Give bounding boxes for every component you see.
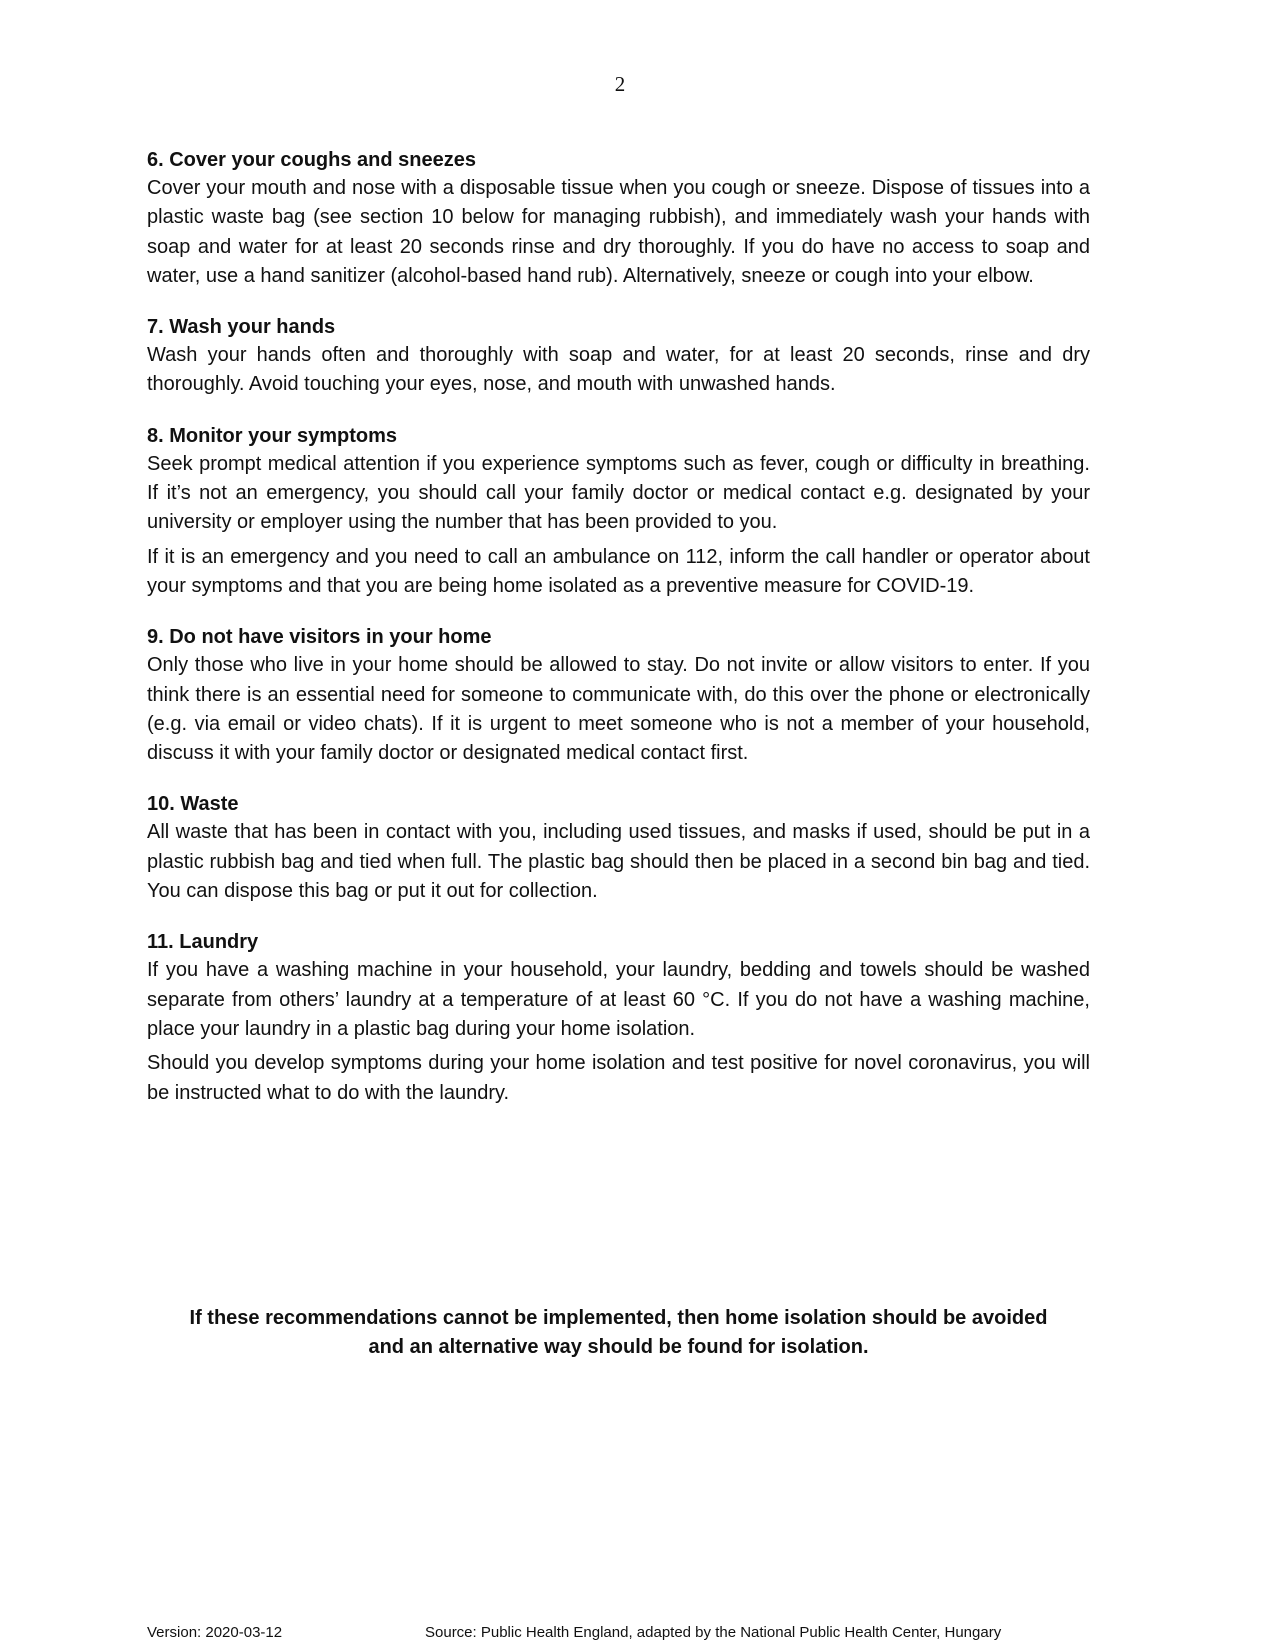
section-cover-coughs bbox=[147, 146, 1090, 291]
section-heading: 7. Wash your hands bbox=[147, 316, 336, 339]
section-paragraph: Cover your mouth and nose with a disposable tissue when you cough or sneeze. Dispose of tissues into a plastic waste bag (see section 10 below for managing rubbish), and immediately wash your hands with soap and water for at least 20 seconds rinse and dry thoroughly. If you do have no access to soap and water, use a hand sanitizer (alcohol-based hand rub). Alternatively, sneeze or cough into your elbow. bbox=[147, 177, 1090, 287]
section-paragraph: Wash your hands often and thoroughly with soap and water, for at least 20 seconds, rinse and dry thoroughly. Avoid touching your eyes, nose, and mouth with unwashed hands. bbox=[147, 344, 1090, 396]
footer-version: Version: 2020-03-12 bbox=[147, 1624, 283, 1641]
section-heading: 11. Laundry bbox=[147, 931, 259, 954]
closing-statement bbox=[147, 1304, 1090, 1362]
section-heading: 9. Do not have visitors in your home bbox=[147, 626, 492, 649]
section-laundry bbox=[147, 928, 1090, 1107]
section-paragraph: If you have a washing machine in your household, your laundry, bedding and towels should be washed separate from others’ laundry at a temperature of at least 60 °C. If you do not have a washing machine, place your laundry in a plastic bag during your home isolation. bbox=[147, 959, 1090, 1040]
section-paragraph: Should you develop symptoms during your home isolation and test positive for novel coronavirus, you will be instructed what to do with the laundry. bbox=[147, 1052, 1090, 1104]
section-paragraph: Seek prompt medical attention if you experience symptoms such as fever, cough or difficulty in breathing. If it’s not an emergency, you should call your family doctor or medical contact e.g. designated by your university or employer using the number that has been provided to you. bbox=[147, 452, 1090, 534]
page-number: 2 bbox=[614, 72, 626, 96]
section-heading: 10. Waste bbox=[147, 793, 239, 816]
section-paragraph: All waste that has been in contact with you, including used tissues, and masks if used, should be put in a plastic rubbish bag and tied when full. The plastic bag should then be placed in a second bin bag and tied. You can dispose this bag or put it out for collection. bbox=[147, 821, 1090, 903]
document-body bbox=[147, 146, 1090, 1130]
section-heading: 6. Cover your coughs and sneezes bbox=[147, 149, 476, 171]
section-waste bbox=[147, 790, 1090, 906]
footer-source: Source: Public Health England, adapted by the National Public Health Center, Hungary bbox=[425, 1624, 1002, 1641]
closing-line: and an alternative way should be found for isolation. bbox=[368, 1336, 869, 1358]
section-heading: 8. Monitor your symptoms bbox=[147, 424, 398, 447]
closing-line: If these recommendations cannot be implemented, then home isolation should be avoided bbox=[189, 1307, 1048, 1329]
section-paragraph: If it is an emergency and you need to call an ambulance on 112, inform the call handler or operator about your symptoms and that you are being home isolated as a preventive measure for COVID-19. bbox=[147, 545, 1090, 597]
section-no-visitors bbox=[147, 623, 1090, 768]
section-monitor-symptoms bbox=[147, 422, 1090, 601]
section-wash-hands bbox=[147, 313, 1090, 400]
section-paragraph: Only those who live in your home should be allowed to stay. Do not invite or allow visitors to enter. If you think there is an essential need for someone to communicate with, do this over the phone or electronically (e.g. via email or video chats). If it is urgent to meet someone who is not a member of your household, discuss it with your family doctor or designated medical contact first. bbox=[147, 654, 1090, 765]
